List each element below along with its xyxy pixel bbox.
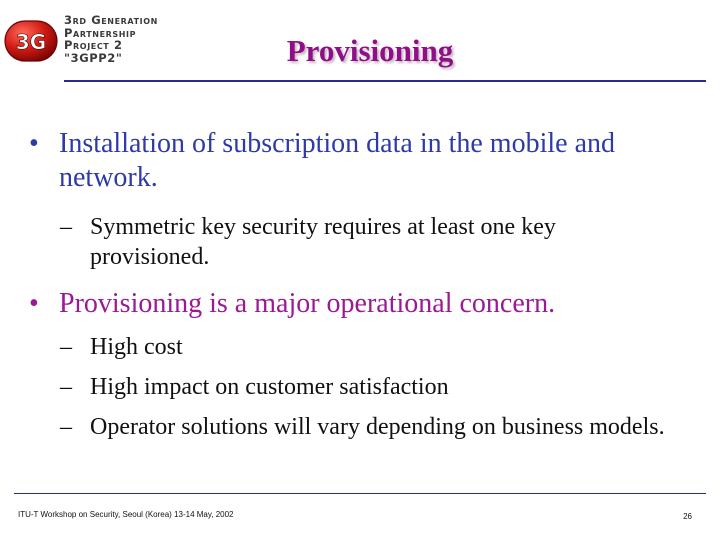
bullet-1-sub-1-marker: –	[60, 214, 72, 240]
logo-line-4: "3GPP2"	[64, 50, 123, 65]
bullet-2-marker: •	[29, 288, 39, 319]
bullet-2-sub-2-marker: –	[60, 374, 72, 400]
bullet-1-sub-1	[60, 212, 660, 272]
logo-badge-text: 3G	[15, 30, 47, 54]
bullet-2-sub-1-marker: –	[60, 334, 72, 360]
bullet-2-text: Provisioning is a major operational concern.	[59, 288, 556, 319]
footer-text: ITU-T Workshop on Security, Seoul (Korea) 13-14 May, 2002	[18, 510, 234, 519]
bullet-2-sub-3-marker: –	[60, 414, 72, 440]
bullet-2-sub-1	[60, 332, 700, 362]
bullet-1-marker: •	[29, 128, 39, 159]
bullet-2-sub-3	[60, 412, 700, 442]
bullet-2-sub-2	[60, 372, 700, 402]
bullet-1	[29, 127, 709, 195]
bullet-2-sub-3-text: Operator solutions will vary depending on business models.	[90, 414, 665, 440]
bullet-2-sub-2-text: High impact on customer satisfaction	[90, 374, 449, 400]
page-number: 26	[683, 512, 692, 521]
bullet-1-text: Installation of subscription data in the mobile and network.	[59, 128, 615, 193]
logo-line-2: Partnership	[64, 25, 137, 40]
bullet-1-sub-1-text: Symmetric key security requires at least one key provisioned.	[90, 214, 556, 270]
logo-line-1: 3rd Generation	[64, 13, 158, 27]
slide-title: Provisioning	[286, 33, 454, 68]
logo-line-3: Project 2	[64, 38, 123, 52]
bullet-2	[29, 287, 709, 321]
bullet-2-sub-1-text: High cost	[90, 334, 183, 360]
footer-divider	[14, 493, 706, 494]
